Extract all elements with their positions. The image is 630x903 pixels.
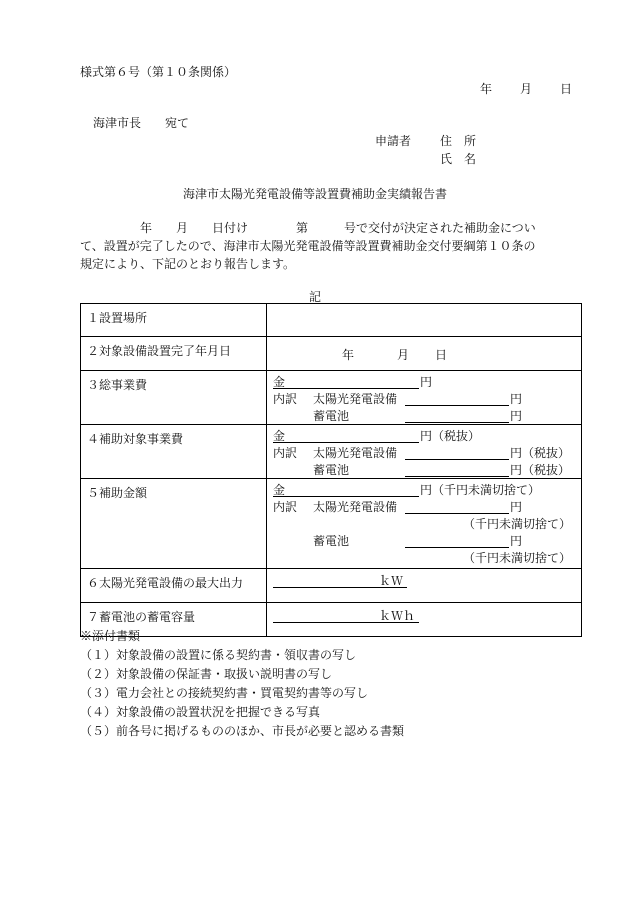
completion-day: 日 (435, 348, 448, 362)
form-number: 様式第６号（第１０条関係） (80, 65, 237, 79)
addressee: 海津市長 宛て (93, 116, 190, 130)
subsidy-kin: 金 (273, 483, 286, 497)
subsidy-battery-yen: 円 (510, 534, 523, 548)
subsidy-battery-round-note: （千円未満切捨て） (463, 551, 572, 565)
eligible-yen-tax: 円（税抜） (420, 429, 481, 443)
row-completion-date (81, 337, 582, 371)
attachments-heading: ※添付書類 (80, 629, 141, 643)
header-month: 月 (520, 82, 533, 96)
subsidy-battery-line (405, 533, 509, 548)
eligible-amount-line (273, 428, 419, 443)
address-label: 住 所 (440, 134, 477, 148)
completion-year: 年 (342, 348, 355, 362)
subsidy-solar-line (405, 499, 509, 514)
total-solar-line (405, 391, 509, 406)
label-installation-site: １設置場所 (81, 304, 267, 337)
total-battery-label: 蓄電池 (313, 409, 350, 423)
label-max-output: ６太陽光発電設備の最大出力 (81, 569, 267, 603)
total-kin: 金 (273, 375, 286, 389)
body-line-1: 年 月 日付け 第 号で交付が決定された補助金につい (80, 221, 536, 235)
subsidy-solar-round-note: （千円未満切捨て） (463, 517, 572, 531)
field-total-cost[interactable] (267, 371, 582, 425)
attachments-section (80, 627, 404, 741)
subsidy-solar-yen: 円 (510, 500, 523, 514)
field-subsidy-amount[interactable] (267, 479, 582, 569)
row-total-cost (81, 371, 582, 425)
eligible-battery-line (405, 462, 509, 477)
ki-heading: 記 (308, 290, 321, 304)
subsidy-battery-label: 蓄電池 (313, 534, 350, 548)
total-solar-yen: 円 (510, 392, 523, 406)
eligible-breakdown: 内訳 (273, 446, 298, 460)
eligible-solar-label: 太陽光発電設備 (313, 446, 398, 460)
storage-capacity-unit: ｋＷｈ (379, 609, 416, 623)
row-subsidy-amount (81, 479, 582, 569)
label-total-cost: ３総事業費 (81, 371, 267, 425)
eligible-solar-yen-tax: 円（税抜） (510, 446, 571, 460)
header-year: 年 (480, 82, 493, 96)
total-amount-line (273, 374, 419, 389)
label-eligible-cost: ４補助対象事業費 (81, 425, 267, 479)
applicant-label: 申請者 (375, 134, 412, 148)
total-yen: 円 (420, 375, 433, 389)
body-line-2: て、設置が完了したので、海津市太陽光発電設備等設置費補助金交付要綱第１０条の (80, 239, 536, 253)
attachment-item: （３）電力会社との接続契約書・買電契約書等の写し (80, 686, 369, 700)
row-eligible-cost (81, 425, 582, 479)
field-completion-date[interactable] (267, 337, 582, 371)
document-title: 海津市太陽光発電設備等設置費補助金実績報告書 (182, 187, 447, 201)
eligible-battery-label: 蓄電池 (313, 463, 350, 477)
attachment-item: （２）対象設備の保証書・取扱い説明書の写し (80, 667, 333, 681)
attachment-item: （５）前各号に掲げるもののほか、市長が必要と認める書類 (80, 724, 405, 738)
subsidy-yen-round: 円（千円未満切捨て） (420, 483, 541, 497)
eligible-kin: 金 (273, 429, 286, 443)
field-eligible-cost[interactable] (267, 425, 582, 479)
eligible-battery-yen-tax: 円（税抜） (510, 463, 571, 477)
attachment-item: （１）対象設備の設置に係る契約書・領収書の写し (80, 648, 357, 662)
eligible-solar-line (405, 445, 509, 460)
row-max-output (81, 569, 582, 603)
subsidy-amount-line (273, 482, 419, 497)
row-installation-site (81, 304, 582, 337)
total-solar-label: 太陽光発電設備 (313, 392, 398, 406)
label-storage-capacity: ７蓄電池の蓄電容量 (81, 603, 267, 637)
subsidy-breakdown: 内訳 (273, 500, 298, 514)
label-completion-date: ２対象設備設置完了年月日 (81, 337, 267, 371)
completion-month: 月 (397, 348, 410, 362)
label-subsidy-amount: ５補助金額 (81, 479, 267, 569)
attachment-item: （４）対象設備の設置状況を把握できる写真 (80, 705, 321, 719)
field-installation-site[interactable] (267, 304, 582, 337)
field-max-output[interactable] (267, 569, 582, 603)
subsidy-solar-label: 太陽光発電設備 (313, 500, 398, 514)
header-day: 日 (560, 82, 573, 96)
report-table (80, 303, 582, 637)
name-label: 氏 名 (440, 152, 477, 166)
total-breakdown: 内訳 (273, 392, 298, 406)
max-output-unit: ｋＷ (379, 574, 404, 588)
total-battery-line (405, 408, 509, 423)
total-battery-yen: 円 (510, 409, 523, 423)
body-line-3: 規定により、下記のとおり報告します。 (80, 257, 296, 271)
